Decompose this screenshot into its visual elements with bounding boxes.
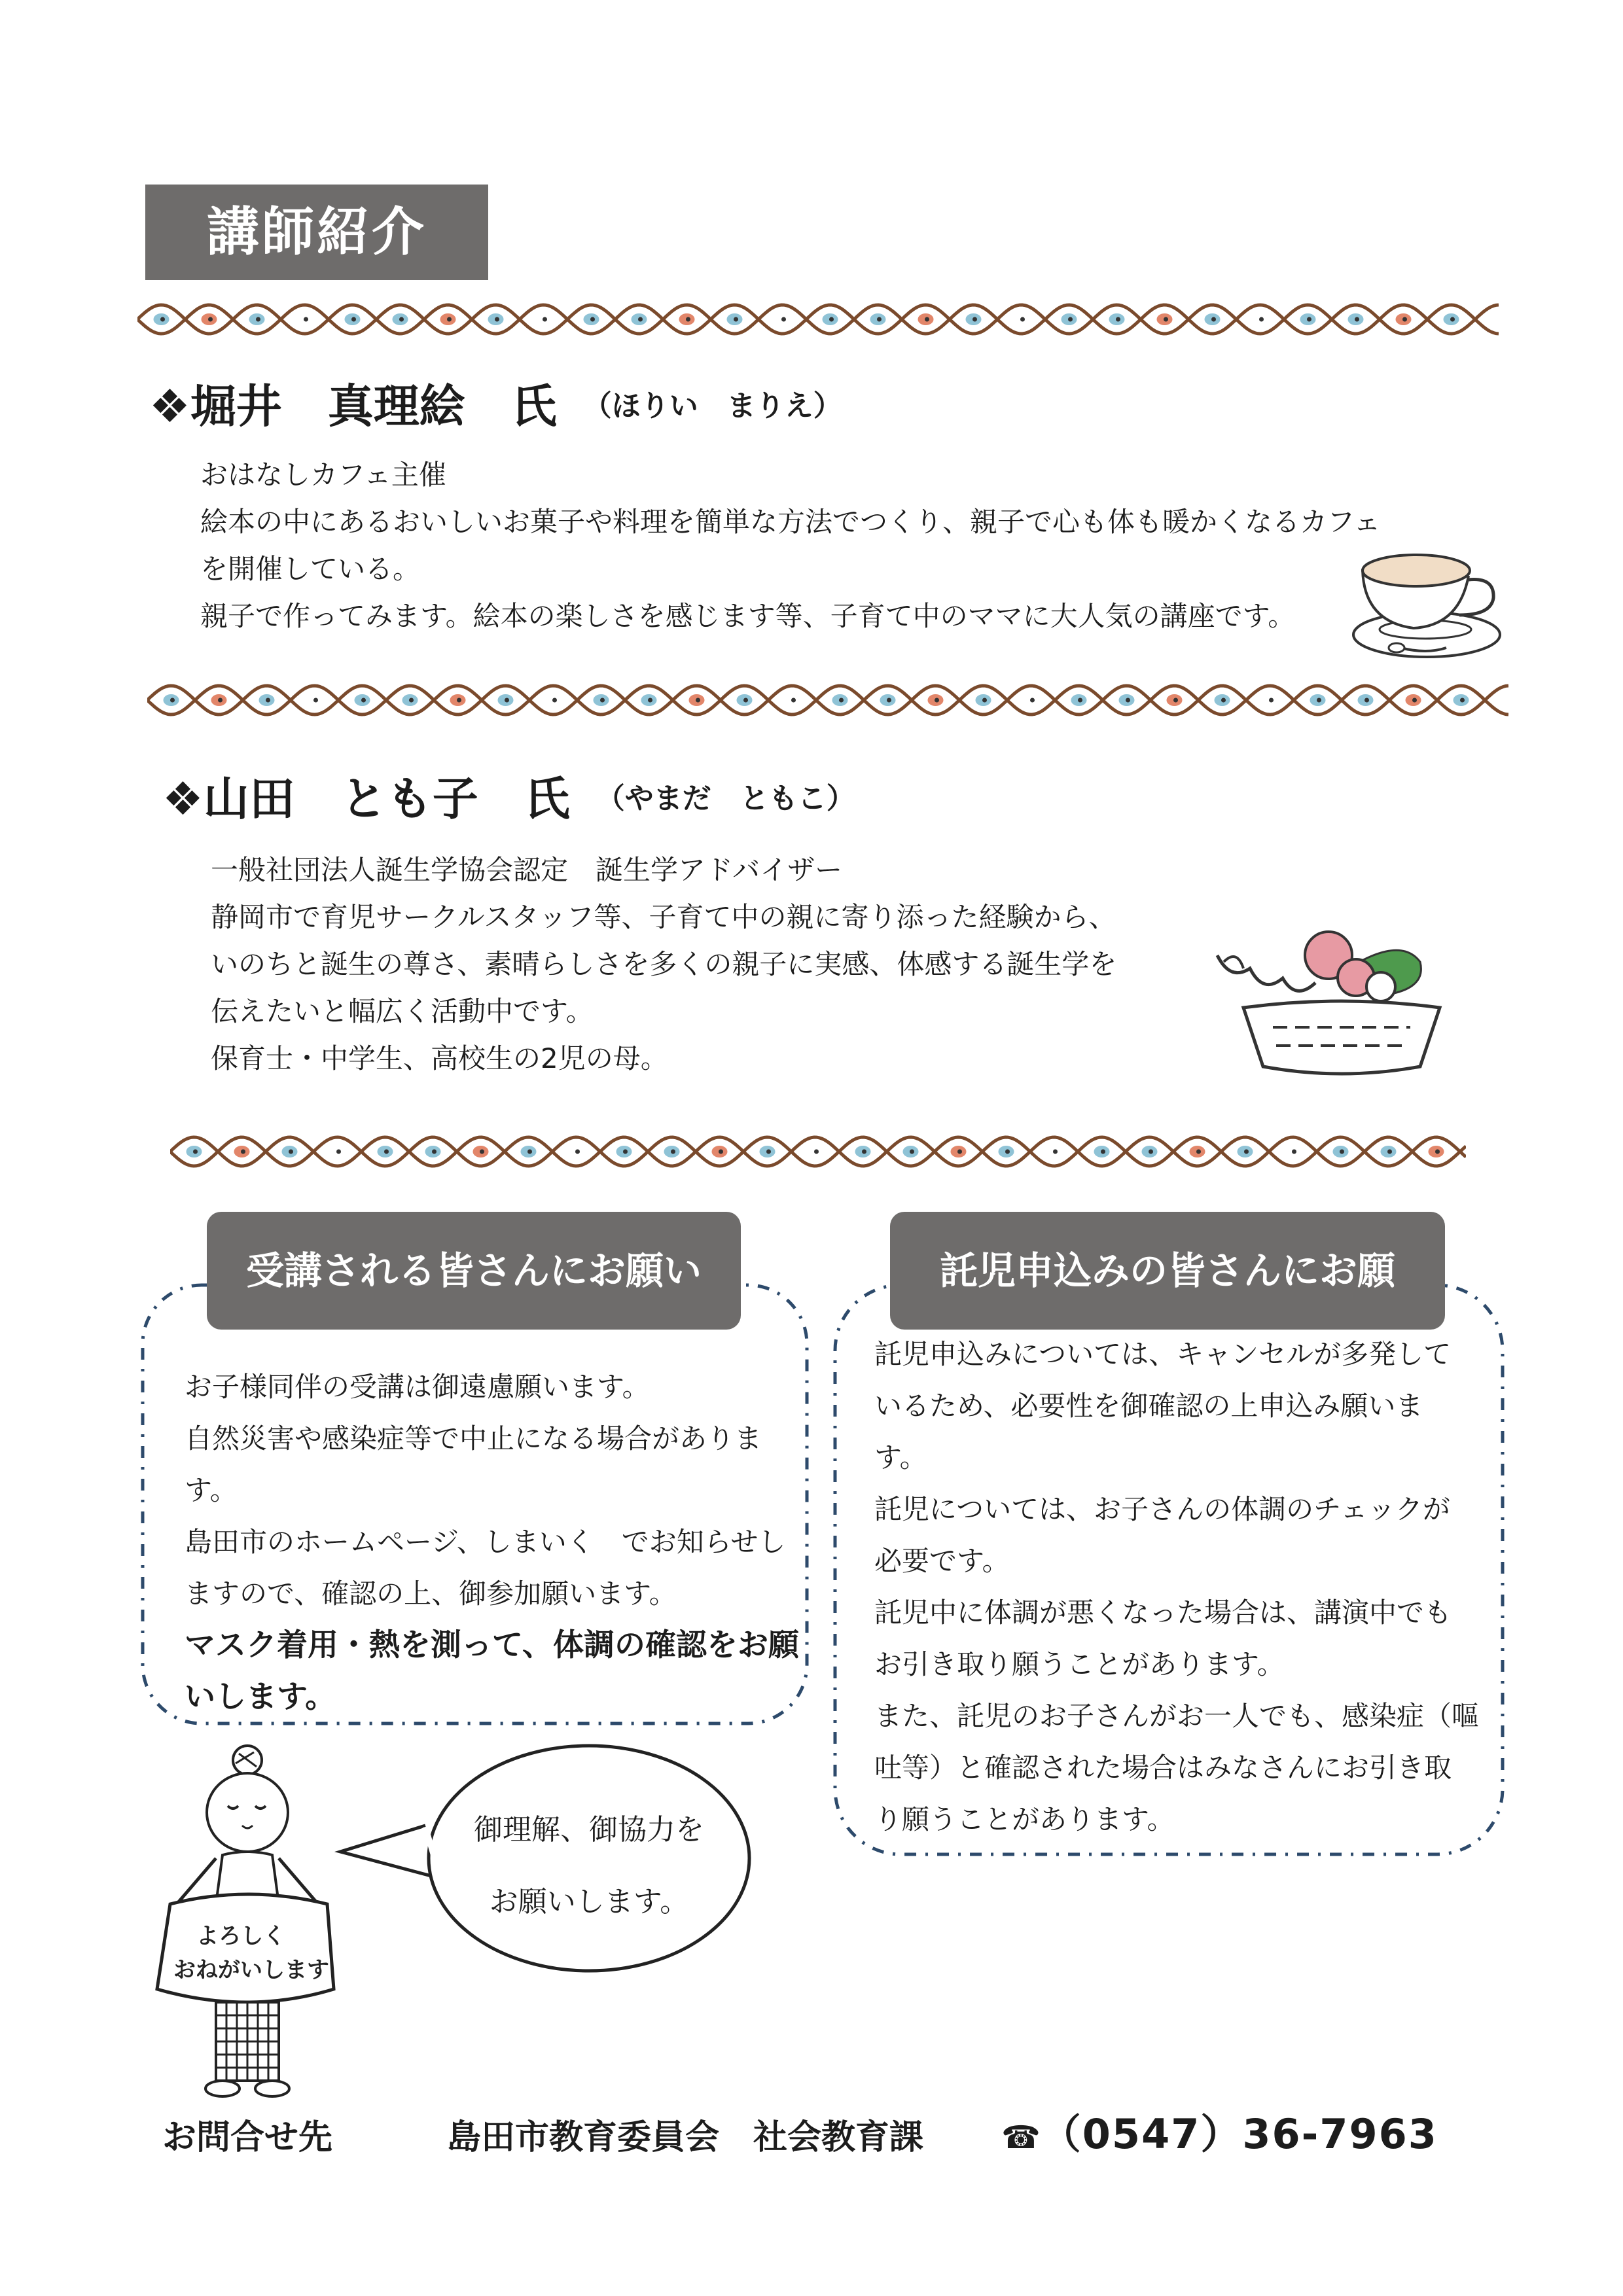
chain-bead-dot	[671, 1150, 675, 1154]
bio-line: を開催している。	[200, 553, 421, 585]
chain-bead-dot	[1269, 698, 1274, 703]
notice-line: 必要です。	[874, 1545, 1010, 1577]
childcare-notice-body	[874, 1328, 1479, 1845]
chain-bead-dot	[972, 317, 977, 322]
chain-bead-dot	[1412, 698, 1417, 703]
bio-line: 一般社団法人誕生学協会認定 誕生学アドバイザー	[211, 854, 843, 886]
lecturer-1-name: ❖堀井 真理絵 氏	[149, 380, 557, 433]
chain-bead-dot	[1078, 698, 1082, 703]
attendees-notice-title: 受講される皆さんにお願い	[207, 1212, 741, 1330]
notice-bold-line: マスク着用・熱を測って、体調の確認をお願	[185, 1627, 800, 1663]
chain-bead-dot	[1101, 1150, 1105, 1154]
bio-line: 絵本の中にあるおいしいお菓子や料理を簡単な方法でつくり、親子で心も体も暖かくなるカフェ	[200, 506, 1381, 538]
svg-text:よろしく: よろしく	[196, 1923, 285, 1949]
chain-bead-dot	[241, 1150, 245, 1154]
chain-bead-dot	[505, 698, 509, 703]
chain-bead-dot	[829, 317, 834, 322]
chain-bead-dot	[719, 1150, 723, 1154]
lecturer-1-reading: （ほりい まりえ）	[582, 389, 842, 423]
chain-bead-dot	[495, 317, 499, 322]
notice-line: り願うことがあります。	[874, 1803, 1175, 1835]
attendees-notice-body	[185, 1361, 799, 1723]
chain-bead-dot	[527, 1150, 532, 1154]
notice-line: す。	[874, 1441, 927, 1474]
notice-line: 託児中に体調が悪くなった場合は、講演中でも	[874, 1597, 1452, 1629]
notice-line: お子様同伴の受講は御遠慮願います。	[185, 1371, 650, 1403]
chain-bead-dot	[743, 698, 748, 703]
chain-bead-dot	[384, 1150, 389, 1154]
chain-bead-dot	[982, 698, 987, 703]
chain-bead-dot	[862, 1150, 866, 1154]
chain-bead-dot	[457, 698, 461, 703]
section-title: 講師紹介	[145, 185, 488, 280]
chain-bead-dot	[1164, 317, 1168, 322]
flower-basket-illustration	[1204, 910, 1479, 1080]
chain-bead-dot	[351, 317, 356, 322]
notice-line: 託児については、お子さんの体調のチェックが	[874, 1493, 1450, 1525]
chain-bead-dot	[1126, 698, 1130, 703]
chain-bead-dot	[170, 698, 175, 703]
lecturer-2-name: ❖山田 とも子 氏	[162, 772, 570, 826]
chain-bead-dot	[160, 317, 165, 322]
chain-bead-dot	[1068, 317, 1073, 322]
notice-bold-line: いします。	[185, 1679, 336, 1715]
chain-bead-dot	[208, 317, 213, 322]
chain-bead-dot	[304, 317, 308, 322]
chain-bead-dot	[1053, 1150, 1058, 1154]
bio-line: 親子で作ってみます。絵本の楽しさを感じます等、子育て中のママに大人気の講座です。	[200, 600, 1296, 632]
chain-bead-dot	[361, 698, 366, 703]
chain-bead-dot	[957, 1150, 962, 1154]
chain-divider-2	[147, 674, 1508, 726]
chain-bead-dot	[1317, 698, 1321, 703]
chain-bead-dot	[289, 1150, 293, 1154]
chain-bead-dot	[686, 317, 690, 322]
chain-bead-dot	[590, 317, 595, 322]
speech-bubble	[327, 1727, 825, 1989]
phone-number[interactable]: （0547）36-7963	[1040, 2110, 1438, 2158]
chain-bead-dot	[1173, 698, 1178, 703]
bio-line: おはなしカフェ主催	[200, 459, 446, 491]
speech-bubble-line-1: 御理解、御協力を	[474, 1813, 704, 1846]
lecturer-2-bio	[211, 847, 1116, 1082]
chain-bead-dot	[1450, 317, 1455, 322]
notice-line: 託児申込みについては、キャンセルが多発して	[874, 1338, 1452, 1370]
notice-line: ますので、確認の上、御参加願います。	[185, 1578, 677, 1610]
chain-bead-dot	[1221, 698, 1226, 703]
notice-line: 島田市のホームページ、しまいく でお知らせし	[185, 1526, 786, 1558]
chain-bead-dot	[696, 698, 700, 703]
speech-bubble-line-2: お願いします。	[489, 1885, 689, 1918]
chain-bead-dot	[1196, 1150, 1201, 1154]
chain-bead-dot	[1005, 1150, 1010, 1154]
notice-line: また、託児のお子さんがお一人でも、感染症（嘔	[874, 1700, 1480, 1732]
chain-bead-dot	[887, 698, 891, 703]
chain-bead-dot	[925, 317, 929, 322]
chain-bead-dot	[1460, 698, 1465, 703]
svg-text:おねがいします: おねがいします	[173, 1957, 329, 1983]
chain-bead-dot	[447, 317, 452, 322]
chain-bead-dot	[1030, 698, 1035, 703]
chain-bead-dot	[1364, 698, 1369, 703]
chain-bead-dot	[552, 698, 557, 703]
chain-bead-dot	[877, 317, 882, 322]
chain-bead-dot	[1402, 317, 1407, 322]
chain-bead-dot	[313, 698, 318, 703]
chain-bead-dot	[336, 1150, 341, 1154]
chain-bead-dot	[766, 1150, 771, 1154]
telephone-icon: ☎	[1001, 2119, 1041, 2156]
chain-bead-dot	[910, 1150, 914, 1154]
notice-line: 吐等）と確認された場合はみなさんにお引き取	[874, 1752, 1452, 1784]
chain-bead-dot	[399, 317, 404, 322]
chain-bead-dot	[1292, 1150, 1296, 1154]
chain-bead-dot	[1116, 317, 1120, 322]
contact-label: お問合せ先	[162, 2118, 333, 2157]
chain-bead-dot	[256, 317, 260, 322]
chain-bead-dot	[543, 317, 547, 322]
chain-bead-dot	[575, 1150, 580, 1154]
chain-bead-dot	[1387, 1150, 1392, 1154]
lecturer-2-heading	[162, 762, 855, 828]
chain-bead-dot	[935, 698, 939, 703]
notice-line: 自然災害や感染症等で中止になる場合がありま	[185, 1422, 762, 1455]
lecturer-1-heading	[149, 370, 842, 436]
notice-line: いるため、必要性を御確認の上申込み願いま	[874, 1390, 1423, 1422]
notice-line: す。	[185, 1474, 238, 1506]
chain-bead-dot	[1211, 317, 1216, 322]
chain-bead-dot	[1244, 1150, 1249, 1154]
chain-bead-dot	[1340, 1150, 1344, 1154]
chain-bead-dot	[648, 698, 652, 703]
chain-bead-dot	[600, 698, 605, 703]
notice-line: お引き取り願うことがあります。	[874, 1648, 1285, 1680]
chain-bead-dot	[193, 1150, 198, 1154]
bio-line: いのちと誕生の尊さ、素晴らしさを多くの親子に実感、体感する誕生学を	[211, 948, 1117, 980]
childcare-notice-title: 託児申込みの皆さんにお願	[890, 1212, 1445, 1330]
chain-bead-dot	[480, 1150, 484, 1154]
chain-bead-dot	[1149, 1150, 1153, 1154]
teacup-illustration	[1348, 543, 1512, 667]
chain-bead-dot	[638, 317, 643, 322]
chain-bead-dot	[734, 317, 738, 322]
chain-divider-3	[170, 1125, 1466, 1178]
lecturer-2-reading: （やまだ ともこ）	[596, 782, 855, 815]
contact-phone	[1001, 2102, 1438, 2160]
lecturer-1-bio	[200, 451, 1381, 640]
chain-bead-dot	[1020, 317, 1025, 322]
chain-bead-dot	[1435, 1150, 1440, 1154]
chain-bead-dot	[814, 1150, 819, 1154]
chain-bead-dot	[432, 1150, 437, 1154]
chain-bead-dot	[623, 1150, 628, 1154]
chain-bead-dot	[1355, 317, 1359, 322]
chain-bead-dot	[218, 698, 223, 703]
chain-bead-dot	[839, 698, 844, 703]
chain-bead-dot	[791, 698, 796, 703]
bio-line: 静岡市で育児サークルスタッフ等、子育て中の親に寄り添った経験から、	[211, 901, 1116, 933]
chain-bead-dot	[409, 698, 414, 703]
chain-divider-1	[137, 293, 1499, 345]
bio-line: 保育士・中学生、高校生の2児の母。	[211, 1042, 668, 1074]
chain-bead-dot	[266, 698, 270, 703]
chain-bead-dot	[781, 317, 786, 322]
chain-bead-dot	[1259, 317, 1264, 322]
chain-bead-dot	[1307, 317, 1311, 322]
bio-line: 伝えたいと幅広く活動中です。	[211, 995, 594, 1027]
contact-organization: 島田市教育委員会 社会教育課	[447, 2118, 924, 2157]
